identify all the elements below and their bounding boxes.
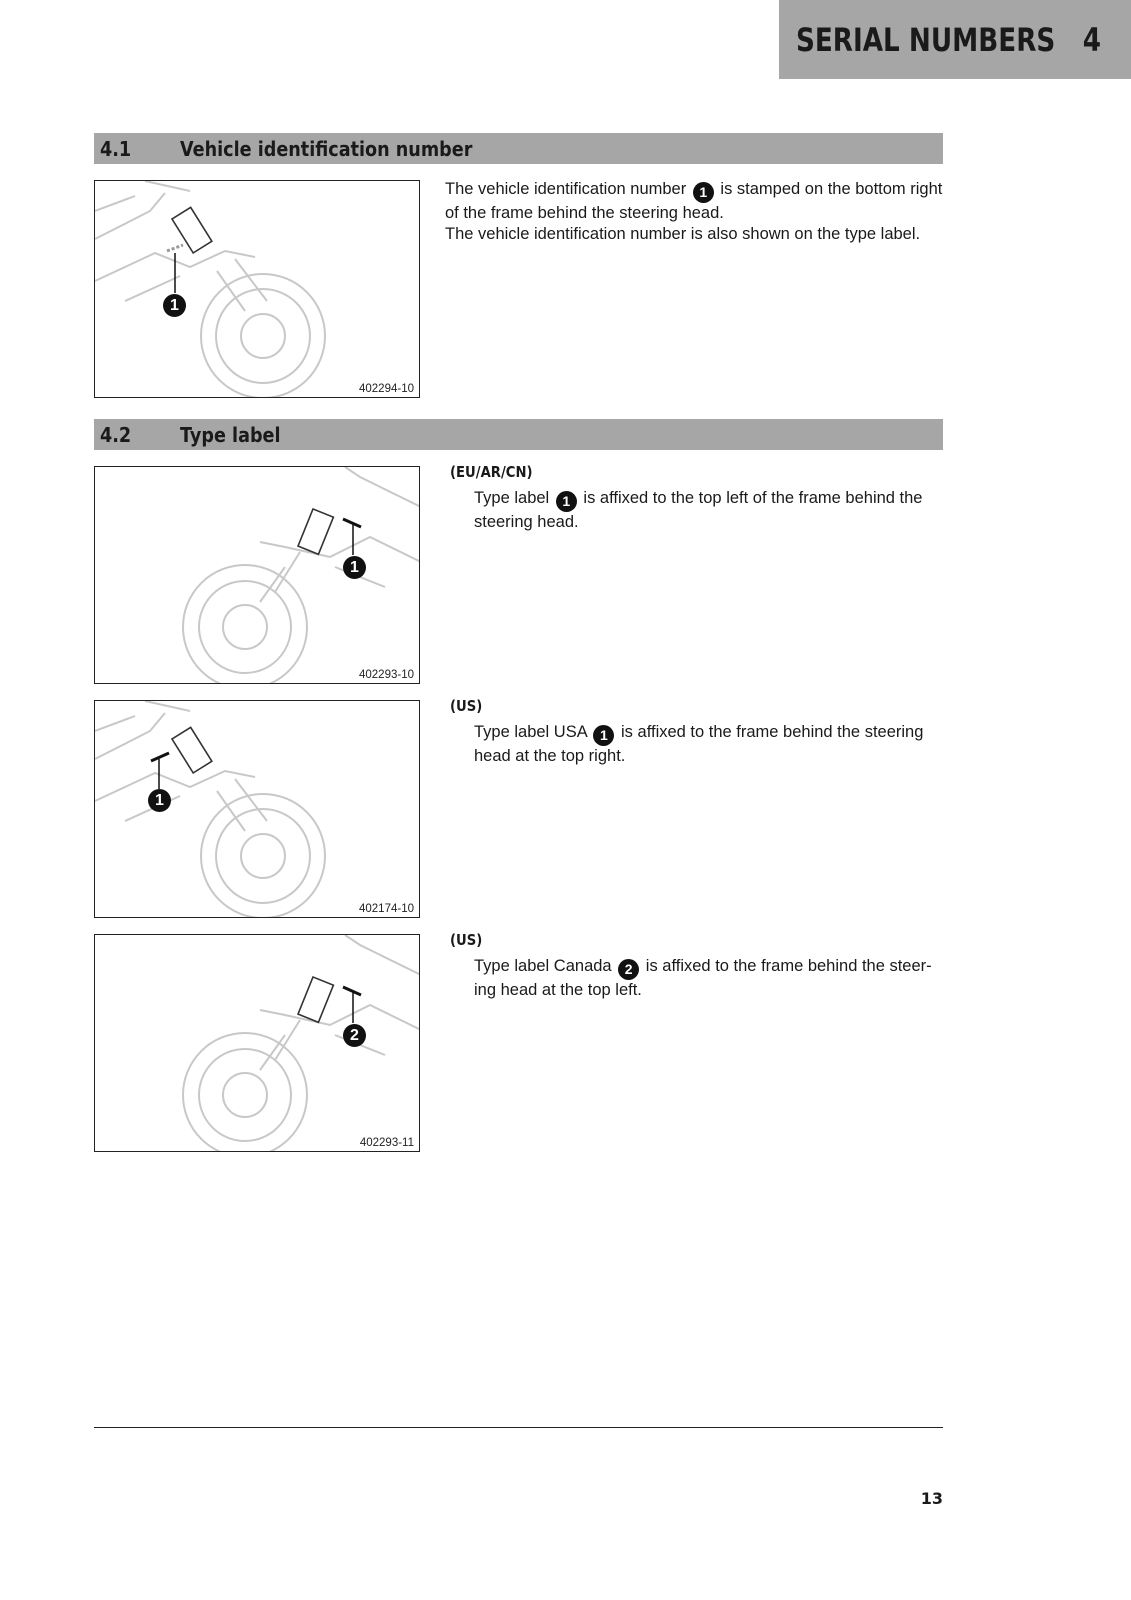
motorcycle-frame-illustration [95, 181, 420, 398]
figure-callout: 1 [343, 556, 366, 579]
figure-type-label-eu [94, 466, 420, 684]
chapter-title: SERIAL NUMBERS 4 [795, 20, 1101, 59]
chapter-header [779, 0, 1131, 79]
section-number: 4.2 [100, 422, 132, 447]
footer-divider [94, 1427, 943, 1428]
paragraph: Type label USA 1 is affixed to the frame behind the steering head at the top right. [474, 723, 924, 765]
figure-callout: 1 [148, 789, 171, 812]
callout-marker: 1 [593, 725, 614, 746]
paragraph: Type label 1 is affixed to the top left of the frame behind the steering head. [474, 489, 923, 531]
callout-marker: 2 [618, 959, 639, 980]
section-title: Vehicle identification number [180, 136, 473, 161]
section-number: 4.1 [100, 136, 132, 161]
type-label-usa-description [474, 722, 946, 767]
chapter-number: 4 [1082, 20, 1101, 59]
callout-marker: 1 [693, 182, 714, 203]
section-heading-vin [94, 133, 943, 164]
figure-code: 402293-11 [359, 1137, 414, 1149]
figure-type-label-canada [94, 934, 420, 1152]
vin-description [445, 179, 945, 245]
figure-code: 402174-10 [359, 903, 414, 915]
motorcycle-frame-illustration [95, 467, 420, 684]
paragraph: The vehicle identification number is also shown on the type label. [445, 225, 921, 243]
figure-code: 402293-10 [359, 669, 414, 681]
paragraph: The vehicle identification number 1 is stamped on the bottom right of the frame behind the steering head. [445, 180, 943, 222]
region-label: (EU/AR/CN) [450, 463, 533, 481]
region-label: (US) [450, 931, 483, 949]
section-heading-type-label [94, 419, 943, 450]
figure-vin-location [94, 180, 420, 398]
region-label: (US) [450, 697, 483, 715]
paragraph: Type label Canada 2 is affixed to the frame behind the steer-ing head at the top left. [474, 957, 932, 999]
section-title: Type label [180, 422, 281, 447]
figure-callout: 1 [163, 294, 186, 317]
type-label-canada-description [474, 956, 946, 1001]
figure-type-label-usa [94, 700, 420, 918]
page-number: 13 [920, 1489, 943, 1508]
type-label-eu-description [474, 488, 946, 533]
motorcycle-frame-illustration [95, 935, 420, 1152]
figure-code: 402294-10 [359, 383, 414, 395]
motorcycle-frame-illustration [95, 701, 420, 918]
callout-marker: 1 [556, 491, 577, 512]
figure-callout: 2 [343, 1024, 366, 1047]
